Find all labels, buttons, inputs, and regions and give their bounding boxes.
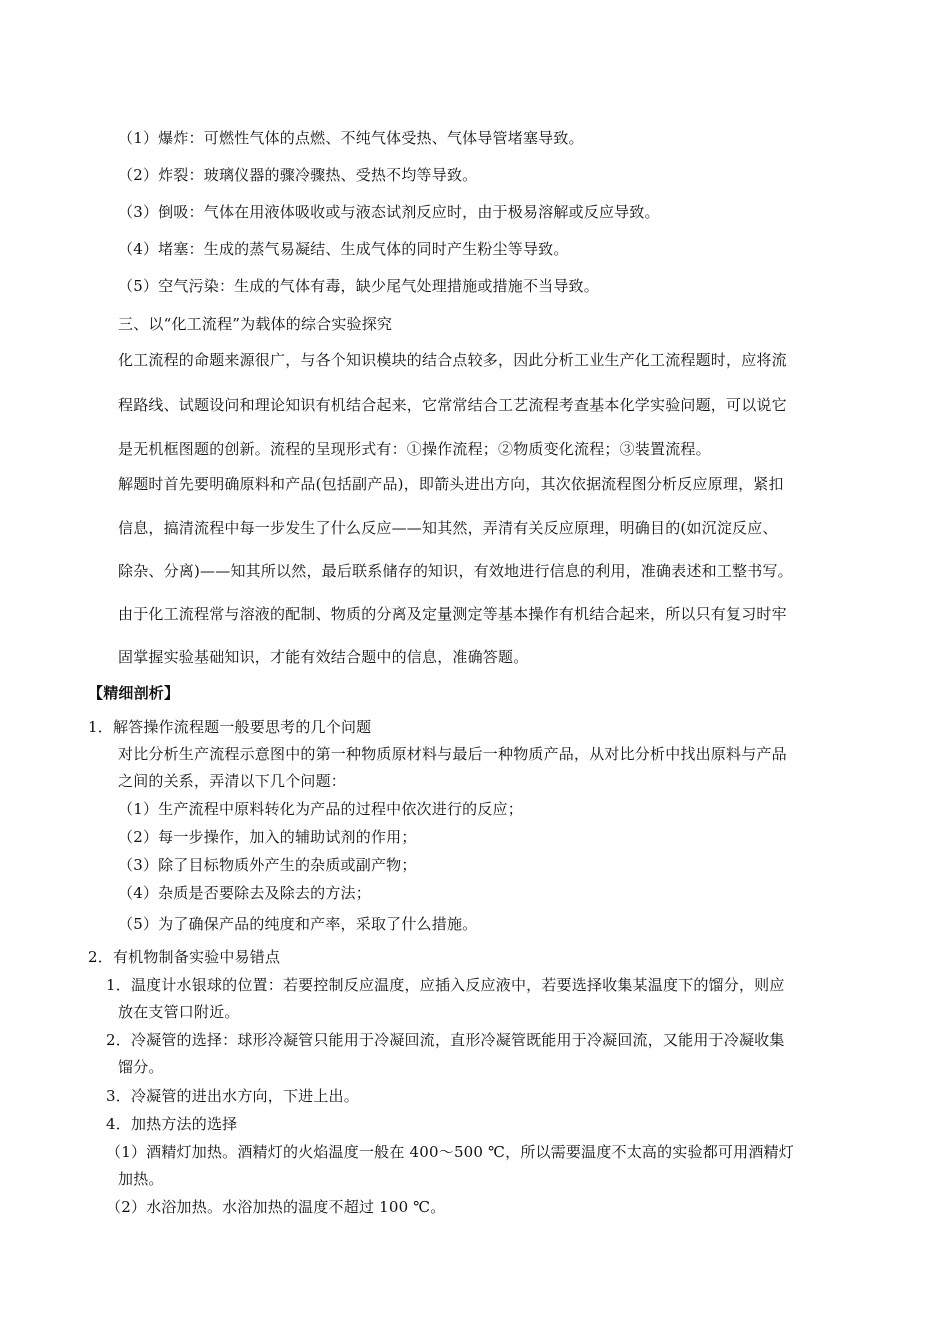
paragraph-line: 化工流程的命题来源很广，与各个知识模块的结合点较多，因此分析工业生产化工流程题时，应将流 (118, 351, 787, 369)
paragraph-line: 程路线、试题设问和理论知识有机结合起来，它常常结合工艺流程考查基本化学实验问题，可以说它 (118, 396, 787, 414)
paragraph-line: 信息，搞清流程中每一步发生了什么反应——知其然，弄清有关反应原理，明确目的(如沉淀反应、 (118, 519, 778, 537)
list-item: 加热。 (118, 1170, 164, 1188)
list-item: 4．加热方法的选择 (106, 1115, 238, 1133)
paragraph-line: 是无机框图题的创新。流程的呈现形式有：①操作流程；②物质变化流程；③装置流程。 (118, 440, 711, 458)
list-item: （1）生产流程中原料转化为产品的过程中依次进行的反应； (118, 800, 523, 818)
paragraph-line: 固掌握实验基础知识，才能有效结合题中的信息，准确答题。 (118, 648, 529, 666)
list-item: 1．温度计水银球的位置：若要控制反应温度，应插入反应液中，若要选择收集某温度下的馏分，则应 (106, 976, 785, 994)
list-item: 馏分。 (118, 1058, 164, 1076)
list-item: 放在支管口附近。 (118, 1003, 240, 1021)
list-item: （2）每一步操作，加入的辅助试剂的作用； (118, 828, 417, 846)
paragraph-line: 解题时首先要明确原料和产品(包括副产品)，即箭头进出方向，其次依据流程图分析反应原理，紧扣 (118, 475, 784, 493)
hazard-item-3: （3）倒吸：气体在用液体吸收或与液态试剂反应时，由于极易溶解或反应导致。 (118, 203, 660, 221)
list-item: （1）酒精灯加热。酒精灯的火焰温度一般在 400～500 ℃，所以需要温度不太高的实验都可用酒精灯 (106, 1143, 794, 1161)
section-heading: 三、以“化工流程”为载体的综合实验探究 (118, 315, 393, 333)
list-item: （2）水浴加热。水浴加热的温度不超过 100 ℃。 (106, 1198, 446, 1216)
list-item: （4）杂质是否要除去及除去的方法； (118, 884, 371, 902)
paragraph-line: 除杂、分离)——知其所以然，最后联系储存的知识，有效地进行信息的利用，准确表述和工整书写。 (118, 562, 793, 580)
list-item: 2．冷凝管的选择：球形冷凝管只能用于冷凝回流，直形冷凝管既能用于冷凝回流，又能用于冷凝收集 (106, 1031, 785, 1049)
hazard-item-5: （5）空气污染：生成的气体有毒，缺少尾气处理措施或措施不当导致。 (118, 277, 599, 295)
hazard-item-1: （1）爆炸：可燃性气体的点燃、不纯气体受热、气体导管堵塞导致。 (118, 129, 584, 147)
list-item: （5）为了确保产品的纯度和产率，采取了什么措施。 (118, 915, 478, 933)
analysis-item-heading: 1．解答操作流程题一般要思考的几个问题 (88, 718, 372, 736)
paragraph-line: 之间的关系，弄清以下几个问题： (118, 772, 347, 790)
paragraph-line: 对比分析生产流程示意图中的第一种物质原材料与最后一种物质产品，从对比分析中找出原料与产品 (118, 745, 787, 763)
analysis-item-heading: 2．有机物制备实验中易错点 (88, 948, 281, 966)
list-item: （3）除了目标物质外产生的杂质或副产物； (118, 856, 417, 874)
hazard-item-2: （2）炸裂：玻璃仪器的骤冷骤热、受热不均等导致。 (118, 166, 478, 184)
hazard-item-4: （4）堵塞：生成的蒸气易凝结、生成气体的同时产生粉尘等导致。 (118, 240, 569, 258)
analysis-title: 【精细剖析】 (88, 684, 180, 702)
paragraph-line: 由于化工流程常与溶液的配制、物质的分离及定量测定等基本操作有机结合起来，所以只有复习时牢 (118, 605, 787, 623)
list-item: 3．冷凝管的进出水方向，下进上出。 (106, 1087, 359, 1105)
